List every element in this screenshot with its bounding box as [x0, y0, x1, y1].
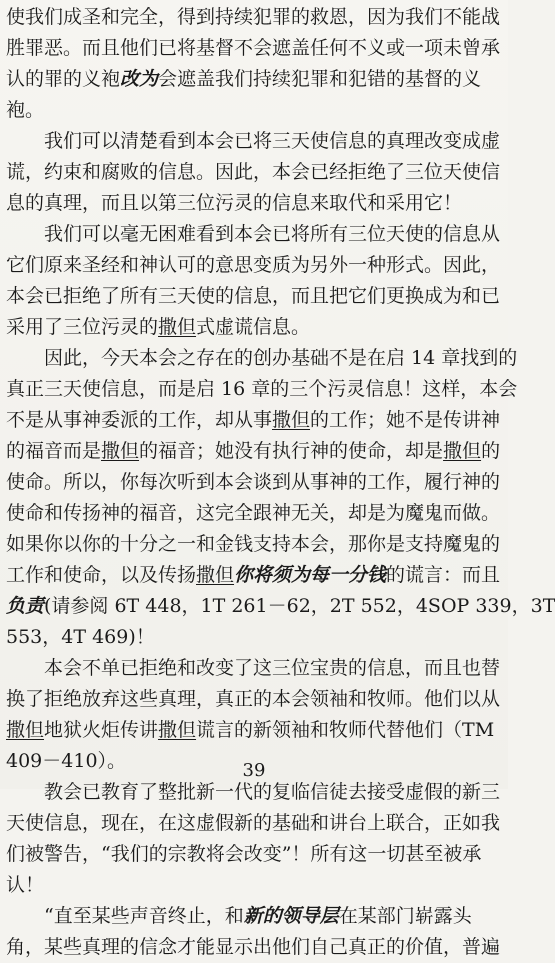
page-number: 39: [242, 760, 266, 781]
text-line: [6, 312, 500, 343]
underlined-text: 撒但: [272, 409, 311, 431]
text-run: 因此，今天本会之存在的创办基础不是在启 14 章找到的: [44, 347, 518, 369]
text-run: 使我们成圣和完全，得到持续犯罪的救恩，因为我们不能战: [6, 6, 501, 28]
emphasized-text: 你将须为每一分钱: [234, 564, 387, 586]
text-run: 地狱火炬传讲: [44, 719, 159, 741]
text-run: 会遮盖我们持续犯罪和犯错的基督的义: [158, 68, 482, 90]
text-line: [6, 281, 500, 312]
text-line: [6, 374, 518, 405]
text-run: 式虚谎信息。: [196, 316, 311, 338]
underlined-text: 撒但: [101, 440, 140, 462]
text-run: 在某部门崭露头: [338, 905, 472, 927]
text-line: [6, 157, 500, 188]
text-line: [6, 188, 500, 219]
text-run: 的工作；她不是传讲神: [310, 409, 501, 431]
emphasized-text: 新的领导层: [243, 905, 339, 927]
text-line: [6, 498, 500, 529]
text-line: [6, 33, 500, 64]
text-run: 认！: [6, 874, 45, 896]
text-run: “直至某些声音终止，和: [44, 905, 244, 927]
text-run: 天使信息，现在，在这虚假新的基础和讲台上联合，正如我: [6, 812, 501, 834]
text-run: 本会不单已拒绝和改变了这三位宝贵的信息，而且也替: [44, 657, 501, 679]
text-run: 采用了三位污灵的: [6, 316, 159, 338]
underlined-text: 撒但: [6, 719, 45, 741]
text-line: [6, 343, 518, 374]
text-line: [6, 219, 500, 250]
text-run: 认的罪的义袍: [6, 68, 121, 90]
text-run: 的福音；她没有执行神的使命，却是: [139, 440, 444, 462]
text-line: [6, 901, 500, 932]
text-run: 使命。所以，你每次听到本会谈到从事神的工作，履行神的: [6, 471, 501, 493]
text-run: 的: [481, 440, 501, 462]
text-run: 它们原来圣经和神认可的意思变质为另外一种形式。因此，: [6, 254, 501, 276]
underlined-text: 撒但: [158, 719, 197, 741]
text-run: 我们可以毫无困难看到本会已将所有三位天使的信息从: [44, 223, 501, 245]
text-run: 谎，约束和腐败的信息。因此，本会已经拒绝了三位天使信: [6, 161, 501, 183]
text-run: 息的真理，而且以第三位污灵的信息来取代和采用它！: [6, 192, 463, 214]
text-run: 角，某些真理的信念才能显示出他们自己真正的价值，普遍: [6, 936, 501, 958]
text-run: 工作和使命，以及传扬: [6, 564, 197, 586]
text-line: [6, 560, 500, 591]
text-line: [6, 591, 555, 622]
text-line: [6, 436, 500, 467]
emphasized-text: 负责: [6, 595, 45, 617]
text-run: 本会已拒绝了所有三天使的信息，而且把它们更换成为和已: [6, 285, 501, 307]
text-run: 如果你以你的十分之一和金钱支持本会，那你是支持魔鬼的: [6, 533, 501, 555]
text-line: [6, 467, 500, 498]
text-line: [6, 529, 500, 560]
text-run: 们被警告，“我们的宗教将会改变”！所有这一切甚至被承: [6, 843, 482, 865]
text-line: [6, 250, 500, 281]
text-line: [6, 777, 500, 808]
text-line: [6, 715, 500, 746]
text-run: 使命和传扬神的福音，这完全跟神无关，却是为魔鬼而做。: [6, 502, 501, 524]
text-run: 教会已教育了整批新一代的复临信徒去接受虚假的新三: [44, 781, 501, 803]
underlined-text: 撒但: [196, 564, 235, 586]
text-line: [6, 932, 500, 963]
text-line: [6, 653, 500, 684]
text-run: 我们可以清楚看到本会已将三天使信息的真理改变成虚: [44, 130, 501, 152]
underlined-text: 撒但: [443, 440, 482, 462]
text-run: 409－410）。: [6, 750, 127, 772]
text-run: 的福音而是: [6, 440, 102, 462]
text-line: [6, 839, 500, 870]
text-line: [6, 808, 500, 839]
text-run: 真正三天使信息，而是启 16 章的三个污灵信息！这样，本会: [6, 378, 518, 400]
text-line: [6, 64, 500, 95]
text-run: 谎言的新领袖和牧师代替他们（TM: [196, 719, 495, 741]
text-line: [6, 870, 500, 901]
text-run: 553，4T 469)！: [6, 626, 155, 648]
text-line: [6, 405, 500, 436]
text-run: 不是从事神委派的工作，却从事: [6, 409, 273, 431]
emphasized-text: 改为: [120, 68, 159, 90]
underlined-text: 撒但: [158, 316, 197, 338]
text-run: 袍。: [6, 99, 45, 121]
text-line: [6, 622, 500, 653]
text-run: (请参阅 6T 448，1T 261－62，2T 552，4SOP 339，3T: [44, 595, 555, 617]
text-run: 胜罪恶。而且他们已将基督不会遮盖任何不义或一项未曾承: [6, 37, 501, 59]
text-run: 的谎言：而且: [386, 564, 501, 586]
text-line: [6, 684, 500, 715]
text-line: [6, 95, 500, 126]
text-line: [6, 126, 500, 157]
text-run: 换了拒绝放弃这些真理，真正的本会领袖和牧师。他们以从: [6, 688, 501, 710]
text-line: [6, 2, 500, 33]
body-text: [6, 2, 555, 963]
